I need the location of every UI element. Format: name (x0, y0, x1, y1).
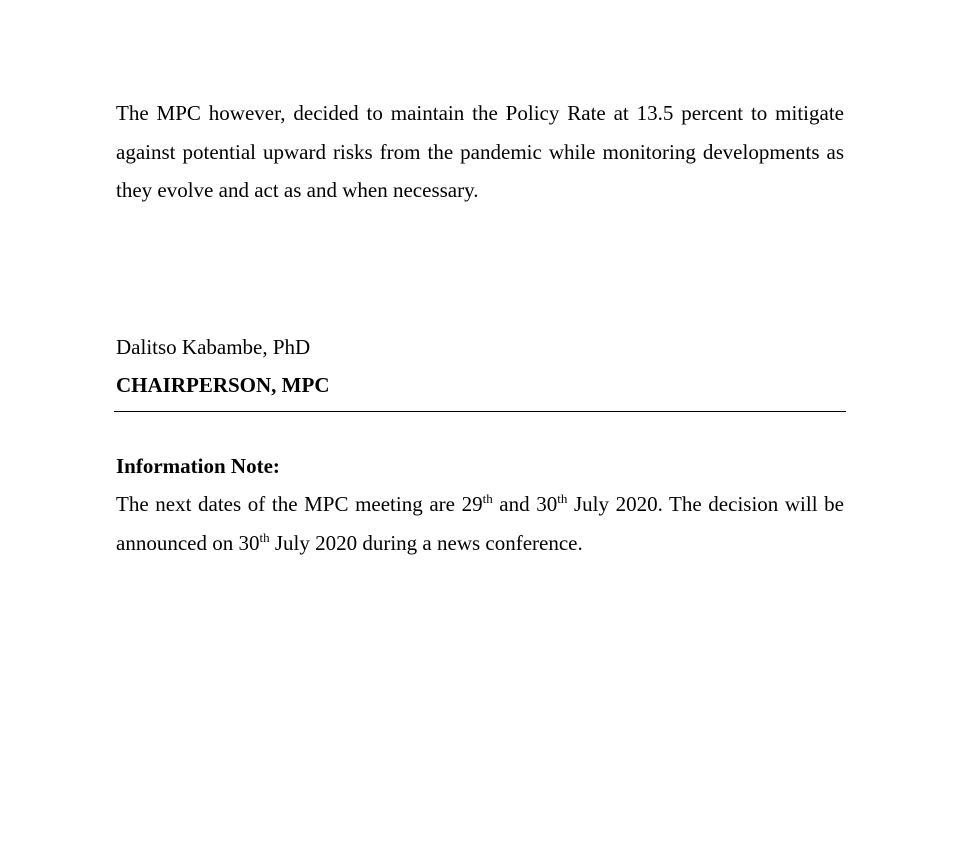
information-note-heading: Information Note: (116, 454, 280, 478)
horizontal-divider (114, 411, 846, 412)
signatory-name: Dalitso Kabambe, PhD (116, 335, 311, 359)
ordinal-suffix-1: th (482, 491, 493, 506)
note-text-part-4: July 2020 during a news conference. (269, 531, 583, 555)
note-text-part-2: and 30 (492, 492, 558, 516)
ordinal-suffix-2: th (557, 491, 568, 506)
signatory-title: CHAIRPERSON, MPC (116, 373, 330, 397)
ordinal-suffix-3: th (259, 530, 270, 545)
note-text-part-3: July 2020. The decision will be announced on 30 (116, 492, 844, 555)
policy-decision-paragraph: The MPC however, decided to maintain the Policy Rate at 13.5 percent to mitigate against potential upward risks from the pandemic while monitoring developments as they evolve and act as and when necessary. (116, 101, 844, 202)
information-note-body (116, 485, 844, 563)
note-text-part-1: The next dates of the MPC meeting are 29 (116, 492, 483, 516)
